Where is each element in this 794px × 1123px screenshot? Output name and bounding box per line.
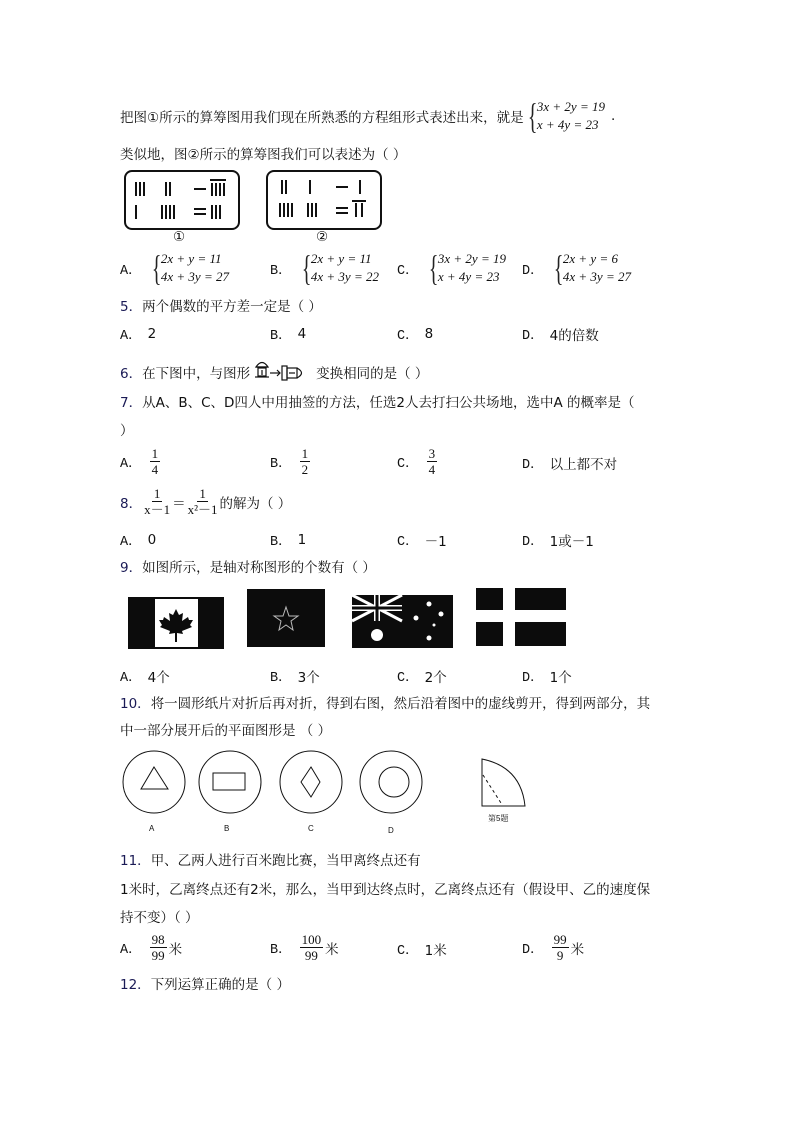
equation: 4x + 3y = 22 [310, 269, 379, 284]
q4-option-a[interactable] [120, 250, 229, 286]
option-label: D． [522, 329, 544, 344]
option-label: A． [120, 943, 142, 958]
equation: 2x + y = 11 [310, 251, 372, 266]
unit: 米 [325, 941, 339, 958]
fraction: $\frac{98}{99}$ [151, 932, 165, 963]
q10-figures [115, 745, 535, 840]
figure-label-c: C [308, 824, 314, 833]
q7-option-c[interactable] [397, 446, 439, 477]
figure-label-b: B [224, 824, 230, 833]
rod-figure-1-caption: ① [173, 229, 186, 245]
fraction: $\frac{1}{\text{x²－1}}$ [187, 486, 218, 517]
option-text: 4个 [147, 669, 170, 686]
brace-icon: { [301, 248, 312, 288]
option-text: 4的倍数 [549, 327, 599, 344]
option-label: B． [270, 671, 292, 686]
brace-icon: { [151, 248, 162, 288]
option-text: 2 [147, 325, 157, 342]
q9-option-d[interactable] [522, 665, 572, 686]
q11-option-d[interactable] [522, 932, 584, 963]
australia-flag [352, 595, 453, 648]
q4-option-b[interactable] [270, 250, 379, 286]
q11-stem-line-2: 1米时，乙离终点还有2米，那么，当甲到达终点时，乙离终点还有（假设甲、乙的速度保 [120, 882, 651, 898]
question-number: 7． [120, 395, 143, 411]
q11-stem-line-3: 持不变）（ ） [120, 910, 199, 926]
q9-option-b[interactable] [270, 665, 320, 686]
option-label: B． [270, 263, 292, 279]
brace-icon: { [553, 248, 564, 288]
unit: 米 [570, 941, 585, 958]
question-number: 10． [120, 696, 151, 712]
q9-option-a[interactable] [120, 665, 170, 686]
equation-system [524, 98, 605, 134]
option-label: D． [522, 671, 544, 686]
figure-label-a: A [149, 824, 155, 833]
q8-option-c[interactable] [397, 529, 447, 550]
q7-stem-line-1 [120, 391, 635, 411]
q8-option-a[interactable] [120, 529, 156, 550]
equation: 4x + 3y = 27 [160, 269, 229, 284]
equation: 3x + 2y = 19 [536, 99, 605, 114]
q10-stem-line-1 [120, 692, 650, 712]
fraction: $\frac{1}{4}$ [151, 446, 159, 477]
q4-option-d[interactable] [522, 250, 631, 286]
q11-stem-line-1 [120, 849, 421, 869]
option-label: A． [120, 535, 142, 550]
equation: 3x + 2y = 19 [437, 251, 506, 266]
option-label: B． [270, 535, 292, 550]
equals-sign: ＝ [172, 495, 186, 512]
q5-stem [120, 295, 322, 315]
option-text: 0 [147, 531, 157, 548]
option-label: C． [397, 671, 419, 686]
question-text: 甲、乙两人进行百米跑比赛，当甲离终点还有 [150, 853, 421, 869]
option-text: 2个 [424, 669, 447, 686]
option-label: A． [120, 263, 142, 279]
question-text: 变换相同的是（ ） [316, 366, 429, 382]
question-number: 5． [120, 299, 143, 315]
q5-option-c[interactable] [397, 323, 433, 344]
fraction: $\frac{3}{4}$ [428, 446, 436, 477]
question-text: 下列运算正确的是（ ） [150, 977, 290, 993]
question-text: 两个偶数的平方差一定是（ ） [142, 299, 322, 315]
q9-stem [120, 556, 376, 576]
equation: x + 4y = 23 [437, 269, 500, 284]
brace-icon: { [527, 96, 538, 136]
option-label: A． [120, 329, 142, 344]
question-number: 9． [120, 560, 143, 576]
option-text: 1或－1 [549, 533, 594, 550]
option-text: 8 [424, 325, 434, 342]
maple-leaf-icon [128, 597, 224, 649]
q7-option-d[interactable] [522, 452, 617, 473]
option-label: C． [397, 329, 419, 344]
option-label: B． [270, 329, 292, 344]
equation: 2x + y = 11 [160, 251, 222, 266]
union-jack-stars-icon [352, 595, 453, 648]
question-number: 12． [120, 977, 151, 993]
option-label: D． [522, 263, 544, 279]
intro-text: 把图①所示的算筹图用我们现在所熟悉的方程组形式表述出来，就是 [120, 110, 524, 126]
counting-rods-icon [268, 172, 380, 228]
q10-stem-line-2: 中一部分展开后的平面图形是 （ ） [120, 723, 332, 739]
period: . [610, 108, 616, 124]
brace-icon: { [428, 248, 439, 288]
option-label: C． [397, 535, 419, 550]
equation: 2x + y = 6 [562, 251, 618, 266]
question-number: 11． [120, 853, 151, 869]
intro-line-2: 类似地，图②所示的算筹图我们可以表述为（ ） [120, 147, 407, 163]
q5-option-a[interactable] [120, 323, 156, 344]
question-text: 在下图中，与图形 [142, 366, 251, 382]
option-text: 以上都不对 [549, 456, 618, 473]
q12-stem [120, 973, 290, 993]
cross-flag [476, 588, 566, 646]
fraction: $\frac{100}{99}$ [301, 932, 322, 963]
q11-option-c[interactable] [397, 938, 447, 959]
option-text: 4 [297, 325, 307, 342]
option-text: －1 [424, 533, 447, 550]
option-text: 1个 [549, 669, 572, 686]
fraction: $\frac{1}{2}$ [301, 446, 309, 477]
rod-figure-2-caption: ② [316, 229, 329, 245]
q4-option-c[interactable] [397, 250, 506, 286]
option-text: 3个 [297, 669, 320, 686]
question-text: 如图所示，是轴对称图形的个数有（ ） [142, 560, 376, 576]
star-flag [247, 589, 325, 647]
option-label: C． [397, 457, 419, 472]
option-label: D． [522, 458, 544, 473]
unit: 米 [168, 941, 183, 958]
option-label: C． [397, 944, 419, 959]
question-number: 6． [120, 366, 143, 382]
counting-rods-icon [126, 172, 238, 228]
option-text: 1米 [424, 942, 447, 959]
q11-option-b[interactable] [270, 932, 339, 963]
q5-option-b[interactable] [270, 323, 306, 344]
canada-flag [128, 597, 224, 649]
q9-option-c[interactable] [397, 665, 447, 686]
fraction: $\frac{99}{9}$ [553, 932, 567, 963]
q11-option-a[interactable] [120, 932, 182, 963]
question-text: 从A、B、C、D四人中用抽签的方法，任选2人去打扫公共场地，选中A 的概率是（ [142, 395, 635, 411]
option-text: 1 [297, 531, 307, 548]
q8-option-d[interactable] [522, 529, 594, 550]
question-number: 8． [120, 495, 143, 512]
folded-figure-caption: 第5题 [488, 814, 509, 823]
option-label: B． [270, 943, 292, 958]
q7-option-b[interactable] [270, 446, 312, 477]
q6-stem [120, 358, 428, 382]
option-label: D． [522, 535, 544, 550]
figure-label-d: D [388, 826, 394, 835]
question-text: 的解为（ ） [219, 495, 292, 512]
fraction: $\frac{1}{x-1}$ [144, 486, 171, 517]
equation: 4x + 3y = 27 [562, 269, 631, 284]
q7-option-a[interactable] [120, 446, 162, 477]
option-label: A． [120, 671, 142, 686]
equation: x + 4y = 23 [536, 117, 599, 132]
q7-stem-line-2: ） [120, 423, 134, 439]
transform-figure-icon [252, 358, 314, 382]
option-label: B． [270, 457, 292, 472]
option-label: C． [397, 263, 419, 279]
q8-stem [120, 486, 291, 517]
star-icon [247, 589, 325, 647]
q8-option-b[interactable] [270, 529, 306, 550]
intro-line-1 [120, 98, 615, 134]
option-label: A． [120, 457, 142, 472]
q5-option-d[interactable] [522, 323, 599, 344]
question-text: 将一圆形纸片对折后再对折，得到右图，然后沿着图中的虚线剪开，得到两部分，其 [150, 696, 651, 712]
rod-figure-1 [124, 170, 240, 230]
rod-figure-2 [266, 170, 382, 230]
option-label: D． [522, 943, 544, 958]
